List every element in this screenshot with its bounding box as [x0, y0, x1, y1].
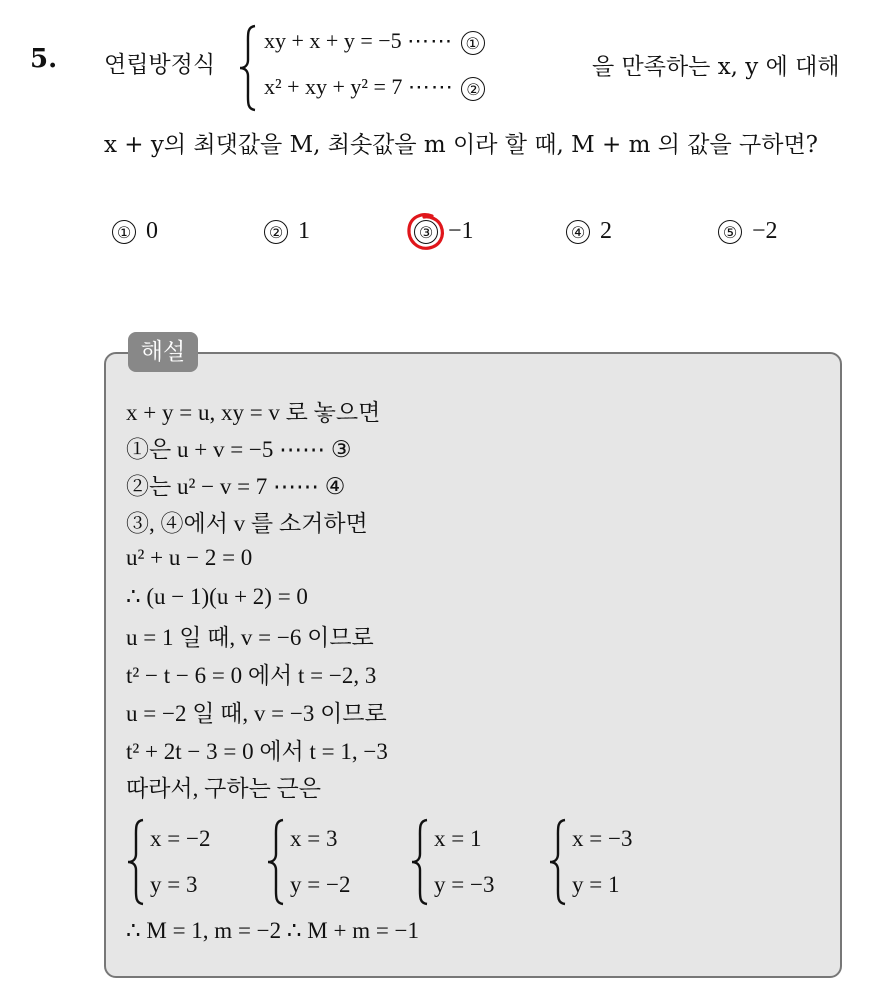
pair-2-y: y = −2	[290, 872, 351, 897]
choice-4[interactable]	[564, 218, 612, 245]
choice-2[interactable]	[262, 218, 310, 245]
equation-2-tag: ②	[461, 77, 485, 101]
choice-5[interactable]	[716, 218, 778, 245]
choice-3-mark: ③	[414, 220, 438, 244]
question-number: 5.	[30, 44, 58, 74]
system-brace-icon	[238, 24, 258, 112]
pair-1-y: y = 3	[150, 872, 198, 897]
choice-1[interactable]	[110, 218, 158, 245]
question-line1-tail: 을 만족하는 x, y 에 대해	[592, 54, 840, 80]
equation-1-tag: ①	[461, 31, 485, 55]
pair-3-brace-icon	[410, 818, 430, 906]
choice-1-mark: ①	[112, 220, 136, 244]
solution-conclusion: ∴ M = 1, m = −2 ∴ M + m = −1	[126, 918, 420, 943]
solution-tag: 해설	[128, 332, 198, 372]
solution-line-1: x + y = u, xy = v 로 놓으면	[126, 400, 381, 425]
question-line2: x + y의 최댓값을 M, 최솟값을 m 이라 할 때, M + m 의 값을 구하면?	[104, 132, 818, 158]
equation-1-lhs: xy + x + y = −5	[264, 28, 402, 53]
choice-4-value: 2	[600, 218, 612, 244]
answer-circle-icon	[402, 207, 450, 255]
solution-line-7: u = 1 일 때, v = −6 이므로	[126, 625, 374, 650]
equation-2	[264, 74, 487, 101]
pair-1-brace-icon	[126, 818, 146, 906]
choice-2-mark: ②	[264, 220, 288, 244]
solution-line-8: t² − t − 6 = 0 에서 t = −2, 3	[126, 663, 377, 688]
solution-line-3: ②는 u² − v = 7 ⋯⋯ ④	[126, 474, 346, 499]
choice-1-value: 0	[146, 218, 158, 244]
question-lead: 연립방정식	[104, 52, 216, 78]
choice-3-value: −1	[448, 218, 474, 244]
pair-2-brace-icon	[266, 818, 286, 906]
solution-line-10: t² + 2t − 3 = 0 에서 t = 1, −3	[126, 739, 388, 764]
pair-1-x: x = −2	[150, 826, 211, 851]
solution-line-9: u = −2 일 때, v = −3 이므로	[126, 701, 387, 726]
pair-3-y: y = −3	[434, 872, 495, 897]
equation-2-dots: ⋯⋯	[407, 74, 454, 99]
choice-5-mark: ⑤	[718, 220, 742, 244]
solution-line-4: ③, ④에서 v 를 소거하면	[126, 511, 368, 536]
solution-line-2: ①은 u + v = −5 ⋯⋯ ③	[126, 437, 352, 462]
solution-line-6: ∴ (u − 1)(u + 2) = 0	[126, 584, 308, 609]
choice-2-value: 1	[298, 218, 310, 244]
choice-4-mark: ④	[566, 220, 590, 244]
pair-3-x: x = 1	[434, 826, 482, 851]
choice-5-value: −2	[752, 218, 778, 244]
equation-2-lhs: x² + xy + y² = 7	[264, 74, 403, 99]
equation-1-dots: ⋯⋯	[407, 28, 454, 53]
pair-4-y: y = 1	[572, 872, 620, 897]
pair-2-x: x = 3	[290, 826, 338, 851]
solution-line-5: u² + u − 2 = 0	[126, 545, 253, 570]
solution-line-11: 따라서, 구하는 근은	[126, 776, 321, 801]
pair-4-brace-icon	[548, 818, 568, 906]
pair-4-x: x = −3	[572, 826, 633, 851]
equation-1	[264, 28, 487, 55]
